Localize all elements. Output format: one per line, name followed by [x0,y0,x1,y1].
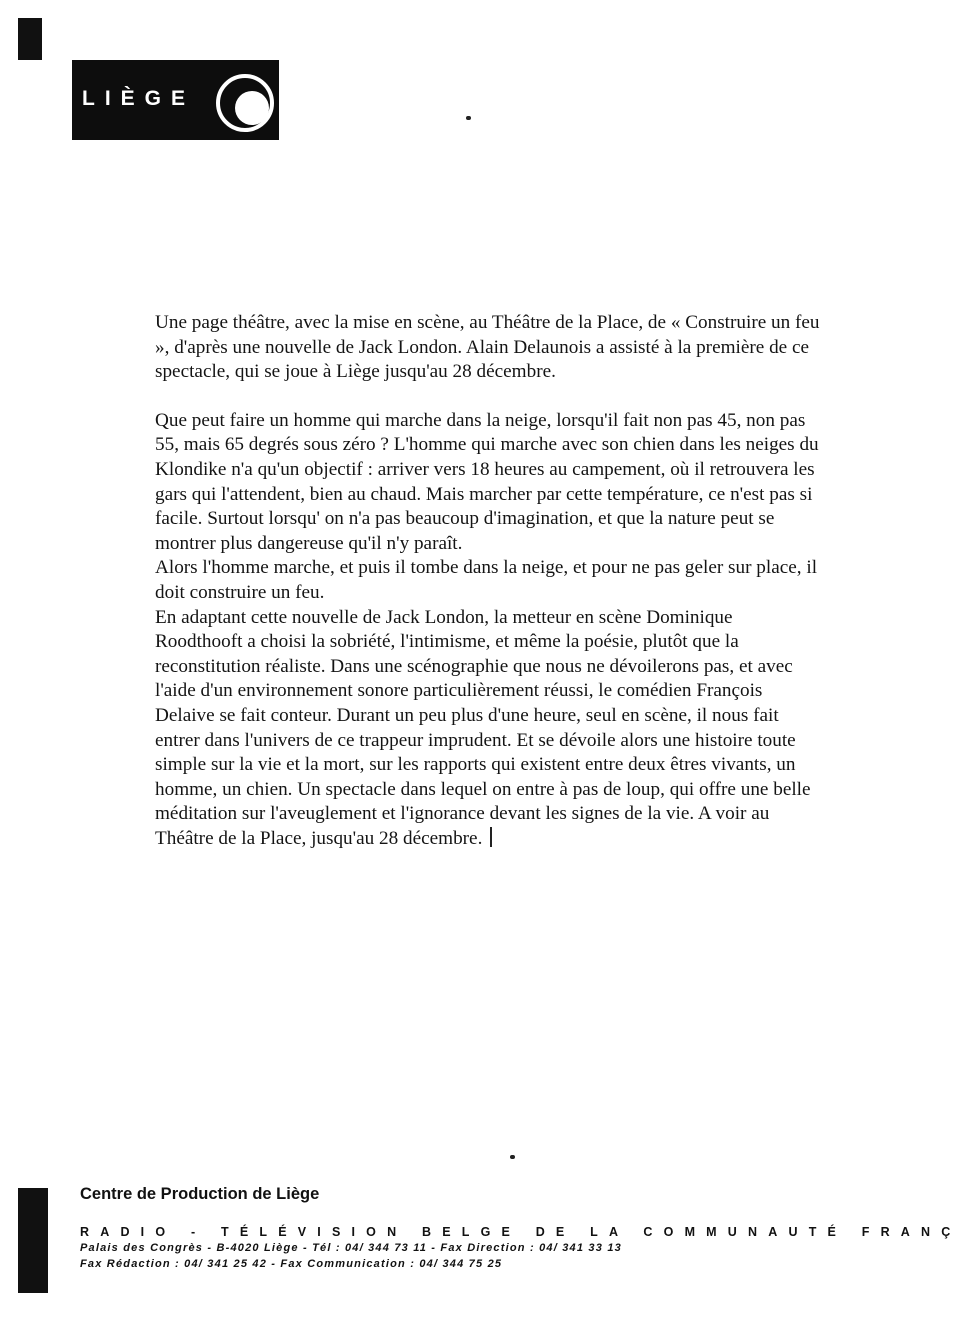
article-intro: Une page théâtre, avec la mise en scène, au Théâtre de la Place, de « Construire un feu », d'après une nouvelle de Jack London. Alain Delaunois a assisté à la première de ce spectacle, qui se joue à Liège jusqu'au 28 décembre. [155,312,820,383]
scan-dot-bottom [510,1155,515,1159]
article-paragraph-3-text: En adaptant cette nouvelle de Jack London, la metteur en scène Dominique Roodthooft a choisi la sobriété, l'intimisme, et même la poésie, plutôt que la reconstitution réaliste. Dans une scénographie que nous ne dévoilerons pas, et avec l'aide d'un environnement sonore particulièrement réussi, le comédien François Delaive se fait conteur. Durant un peu plus d'une heure, seul en scène, il nous fait entrer dans l'univers de ce trappeur imprudent. Et se dévoile alors une histoire toute simple sur la vie et la mort, sur les rapports qui existent entre deux êtres vivants, un homme, un chien. Un spectacle dans lequel on entre à pas de loup, qui offre une belle méditation sur l'aveuglement et l'ignorance devant les signes de la vie. A voir au Théâtre de la Place, jusqu'au 28 décembre. [155,606,811,849]
end-mark [490,827,492,847]
logo-ring-icon [72,60,279,140]
article-paragraph-2: Alors l'homme marche, et puis il tombe dans la neige, et pour ne pas geler sur place, il doit construire un feu. [155,557,818,603]
footer-address: Palais des Congrès - B-4020 Liège - Tél : 04/ 344 73 11 - Fax Direction : 04/ 341 33 13 [80,1242,622,1254]
article-paragraph-3 [155,606,820,852]
letterhead-footer [80,1183,962,1272]
liege-logo [72,60,279,140]
scan-dot-top [466,116,471,120]
scan-mark-top [18,18,42,60]
footer-fax: Fax Rédaction : 04/ 341 25 42 - Fax Communication : 04/ 344 75 25 [80,1258,503,1270]
scan-mark-bottom [18,1188,48,1293]
article-paragraph-1: Que peut faire un homme qui marche dans la neige, lorsqu'il fait non pas 45, non pas 55, mais 65 degrés sous zéro ? L'homme qui marche avec son chien dans les neiges du Klondike n'a qu'un objectif : arriver vers 18 heures au campement, où il retrouvera les gars qui l'attendent, bien au chaud. Mais marcher par cette température, ce n'est pas si facile. Surtout lorsqu' on n'a pas beaucoup d'imagination, et que la nature peut se montrer plus dangereuse qu'il n'y paraît. [155,409,819,554]
footer-title: Centre de Production de Liège [80,1185,320,1203]
article-body [155,311,820,851]
footer-organization: RADIO - TÉLÉVISION BELGE DE LA COMMUNAUTÉ FRANÇ [80,1225,962,1239]
logo-text: LIÈGE [82,87,196,110]
